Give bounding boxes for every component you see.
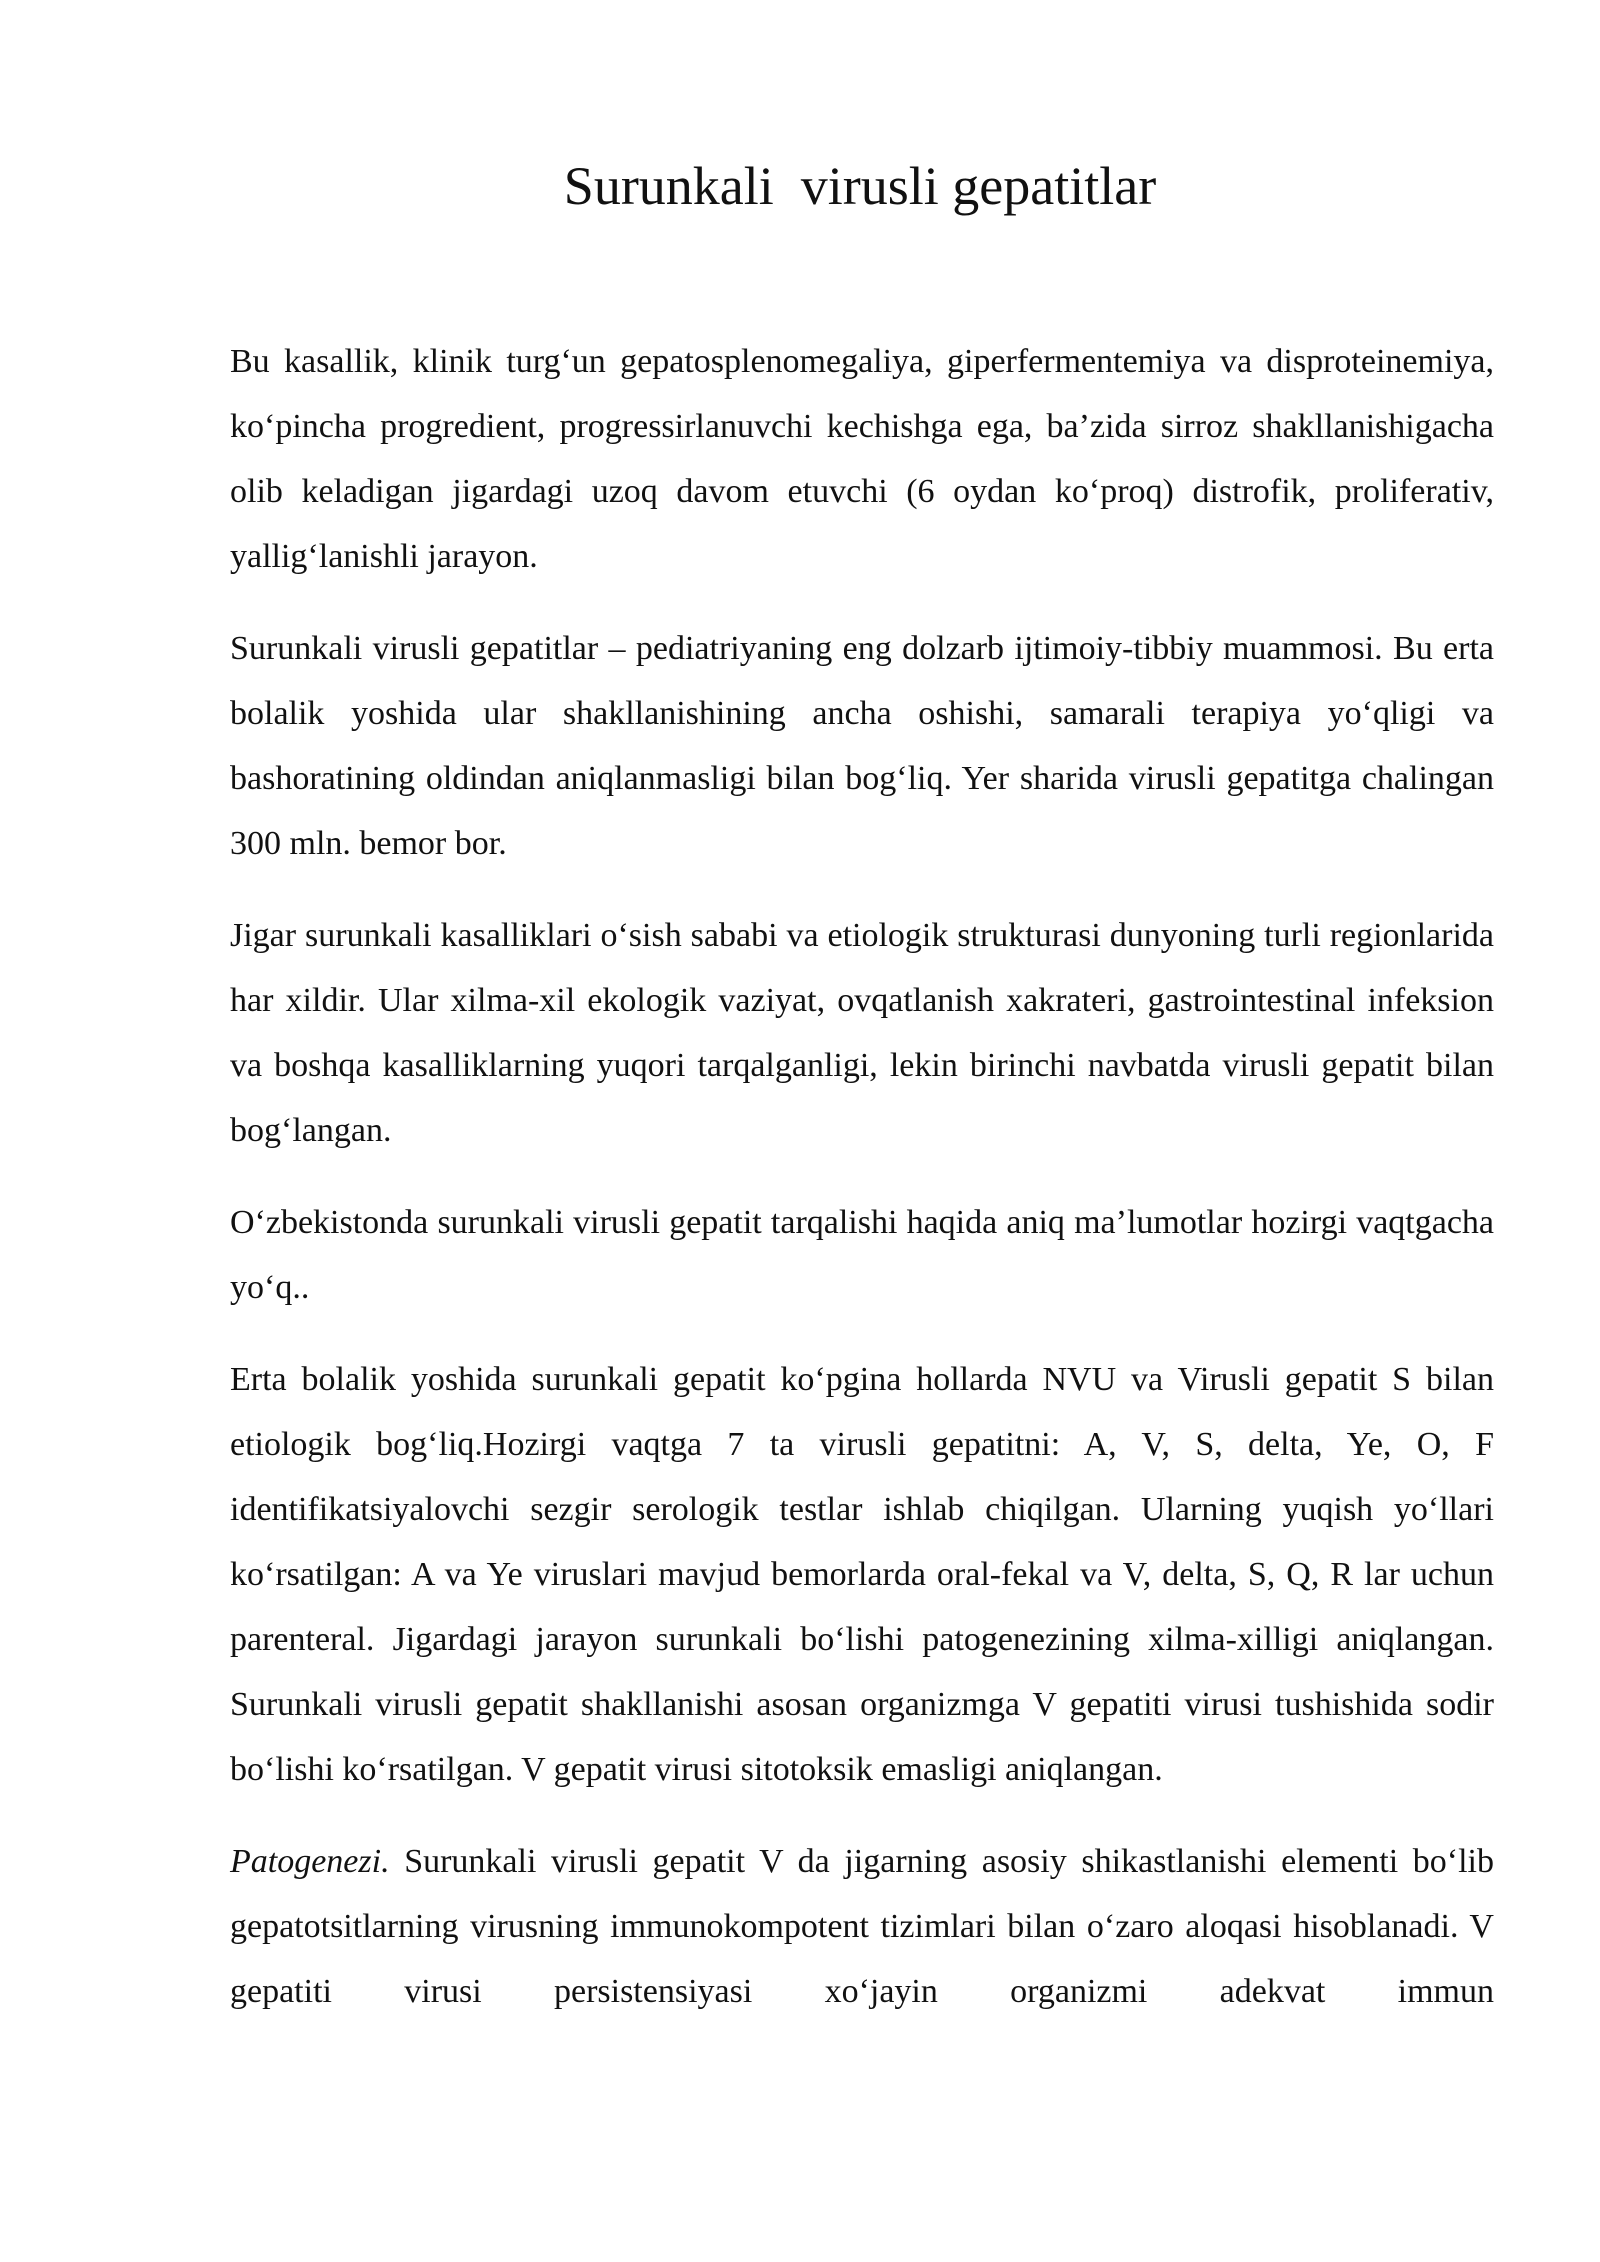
- paragraph-text: O‘zbekistonda surunkali virusli gepatit tarqalishi haqida aniq ma’lumotlar hozirgi vaqtgacha yo‘q..: [230, 1204, 1494, 1306]
- paragraph-text: Surunkali virusli gepatit V da jigarning asosiy shikastlanishi elementi bo‘lib gepatotsitlarning virusning immunokompotent tizimlari bilan o‘zaro aloqasi hisoblanadi. V gepatiti virusi persistensiyasi xo‘jayin organizmi adekvat immun: [230, 1843, 1494, 2010]
- paragraph-text: Erta bolalik yoshida surunkali gepatit ko‘pgina hollarda NVU va Virusli gepatit S bilan etiologik bog‘liq.Hozirgi vaqtga 7 ta virusli gepatitni: A, V, S, delta, Ye, O, F identifikatsiyalovchi sezgir serologik testlar ishlab chiqilgan. Ularning yuqish yo‘llari ko‘rsatilgan: A va Ye viruslari mavjud bemorlarda oral-fekal va V, delta, S, Q, R lar uchun parenteral. Jigardagi jarayon surunkali bo‘lishi patogenezining xilma-xilligi aniqlangan. Surunkali virusli gepatit shakllanishi asosan organizmga V gepatiti virusi tushishida sodir bo‘lishi ko‘rsatilgan. V gepatit virusi sitotoksik emasligi aniqlangan.: [230, 1361, 1494, 1788]
- paragraph-uzbekistan: [230, 1190, 1494, 1320]
- paragraph-early-childhood: [230, 1347, 1494, 1802]
- paragraph-text: Surunkali virusli gepatitlar – pediatriyaning eng dolzarb ijtimoiy-tibbiy muammosi. Bu erta bolalik yoshida ular shakllanishining ancha oshishi, samarali terapiya yo‘qligi va bashoratining oldindan aniqlanmasligi bilan bog‘liq. Yer sharida virusli gepatitga chalingan 300 mln. bemor bor.: [230, 630, 1494, 862]
- paragraph-etiology-regions: [230, 903, 1494, 1163]
- paragraph-relevance: [230, 616, 1494, 876]
- paragraph-text: Bu kasallik, klinik turg‘un gepatosplenomegaliya, giperfermentemiya va disproteinemiya, ko‘pincha progredient, progressirlanuvchi kechishga ega, ba’zida sirroz shakllanishigacha olib keladigan jigardagi uzoq davom etuvchi (6 oydan ko‘proq) distrofik, proliferativ, yallig‘lanishli jarayon.: [230, 343, 1494, 575]
- pathogenesis-heading: Patogenezi.: [230, 1843, 390, 1880]
- paragraph-pathogenesis: [230, 1829, 1494, 2024]
- paragraph-definition: [230, 329, 1494, 589]
- paragraph-text: Jigar surunkali kasalliklari o‘sish sababi va etiologik strukturasi dunyoning turli regionlarida har xildir. Ular xilma-xil ekologik vaziyat, ovqatlanish xakrateri, gastrointestinal infeksion va boshqa kasalliklarning yuqori tarqalganligi, lekin birinchi navbatda virusli gepatit bilan bog‘langan.: [230, 917, 1494, 1149]
- document-title: Surunkali virusli gepatitlar: [563, 156, 1157, 216]
- document-body: [230, 329, 1494, 2051]
